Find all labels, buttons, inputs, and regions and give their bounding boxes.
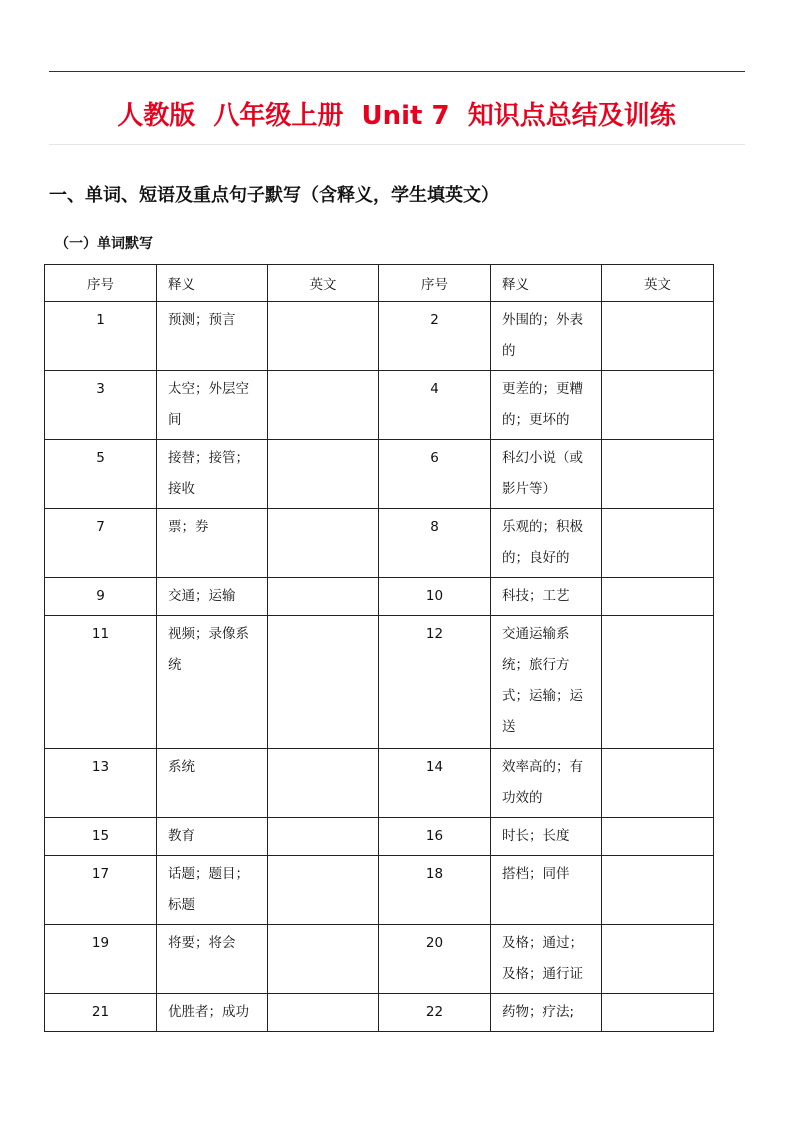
table-row [45,440,714,509]
right-english-answer-cell[interactable] [602,616,714,749]
right-english-answer-cell[interactable] [602,578,714,616]
right-english-answer-cell[interactable] [602,371,714,440]
left-meaning-cell: 交通；运输 [157,578,268,616]
header-num-left: 序号 [45,265,157,302]
right-num-cell: 6 [379,440,491,509]
left-meaning-cell: 预测；预言 [157,302,268,371]
right-meaning-cell: 搭档；同伴 [491,856,602,925]
left-english-answer-cell[interactable] [268,616,379,749]
table-header-row [45,265,714,302]
right-meaning-cell: 科幻小说（或影片等） [491,440,602,509]
table-row [45,994,714,1032]
vocab-table-body [45,302,714,1032]
left-meaning-cell: 系统 [157,749,268,818]
right-num-cell: 18 [379,856,491,925]
right-meaning-cell: 科技；工艺 [491,578,602,616]
right-num-cell: 10 [379,578,491,616]
left-english-answer-cell[interactable] [268,925,379,994]
left-num-cell: 1 [45,302,157,371]
left-meaning-cell: 票；券 [157,509,268,578]
left-english-answer-cell[interactable] [268,818,379,856]
vocab-table [44,264,714,1032]
right-meaning-cell: 外围的；外表的 [491,302,602,371]
left-num-cell: 21 [45,994,157,1032]
right-meaning-cell: 效率高的；有功效的 [491,749,602,818]
section-heading: 一、单词、短语及重点句子默写（含释义，学生填英文） [49,185,499,206]
right-num-cell: 2 [379,302,491,371]
table-row [45,749,714,818]
left-meaning-cell: 接替；接管；接收 [157,440,268,509]
left-num-cell: 15 [45,818,157,856]
left-english-answer-cell[interactable] [268,302,379,371]
left-meaning-cell: 太空；外层空间 [157,371,268,440]
right-english-answer-cell[interactable] [602,994,714,1032]
sub-heading: （一）单词默写 [55,236,153,252]
table-row [45,856,714,925]
left-num-cell: 13 [45,749,157,818]
header-english-right: 英文 [602,265,714,302]
left-english-answer-cell[interactable] [268,994,379,1032]
right-meaning-cell: 时长；长度 [491,818,602,856]
right-meaning-cell: 更差的；更糟的；更坏的 [491,371,602,440]
right-num-cell: 16 [379,818,491,856]
left-num-cell: 17 [45,856,157,925]
left-num-cell: 3 [45,371,157,440]
left-num-cell: 9 [45,578,157,616]
left-english-answer-cell[interactable] [268,856,379,925]
right-meaning-cell: 及格；通过；及格；通行证 [491,925,602,994]
table-row [45,616,714,749]
right-num-cell: 8 [379,509,491,578]
right-english-answer-cell[interactable] [602,925,714,994]
right-meaning-cell: 乐观的；积极的；良好的 [491,509,602,578]
top-rule [49,71,745,72]
table-row [45,818,714,856]
header-meaning-left: 释义 [157,265,268,302]
table-row [45,578,714,616]
header-num-right: 序号 [379,265,491,302]
right-num-cell: 14 [379,749,491,818]
left-num-cell: 19 [45,925,157,994]
right-english-answer-cell[interactable] [602,302,714,371]
right-num-cell: 12 [379,616,491,749]
right-num-cell: 22 [379,994,491,1032]
right-meaning-cell: 药物；疗法; [491,994,602,1032]
right-english-answer-cell[interactable] [602,509,714,578]
left-num-cell: 7 [45,509,157,578]
title-divider [49,144,745,145]
left-english-answer-cell[interactable] [268,749,379,818]
page-title: 人教版 八年级上册 Unit 7 知识点总结及训练 [117,101,676,131]
right-meaning-cell: 交通运输系统；旅行方式；运输；运送 [491,616,602,749]
right-english-answer-cell[interactable] [602,749,714,818]
right-english-answer-cell[interactable] [602,856,714,925]
table-row [45,302,714,371]
table-row [45,925,714,994]
left-english-answer-cell[interactable] [268,578,379,616]
left-english-answer-cell[interactable] [268,509,379,578]
header-meaning-right: 释义 [491,265,602,302]
right-english-answer-cell[interactable] [602,440,714,509]
right-english-answer-cell[interactable] [602,818,714,856]
left-meaning-cell: 视频；录像系统 [157,616,268,749]
left-english-answer-cell[interactable] [268,440,379,509]
left-num-cell: 5 [45,440,157,509]
right-num-cell: 20 [379,925,491,994]
left-meaning-cell: 教育 [157,818,268,856]
right-num-cell: 4 [379,371,491,440]
left-meaning-cell: 优胜者；成功 [157,994,268,1032]
left-num-cell: 11 [45,616,157,749]
left-meaning-cell: 话题；题目；标题 [157,856,268,925]
header-english-left: 英文 [268,265,379,302]
table-row [45,371,714,440]
table-row [45,509,714,578]
left-meaning-cell: 将要；将会 [157,925,268,994]
left-english-answer-cell[interactable] [268,371,379,440]
